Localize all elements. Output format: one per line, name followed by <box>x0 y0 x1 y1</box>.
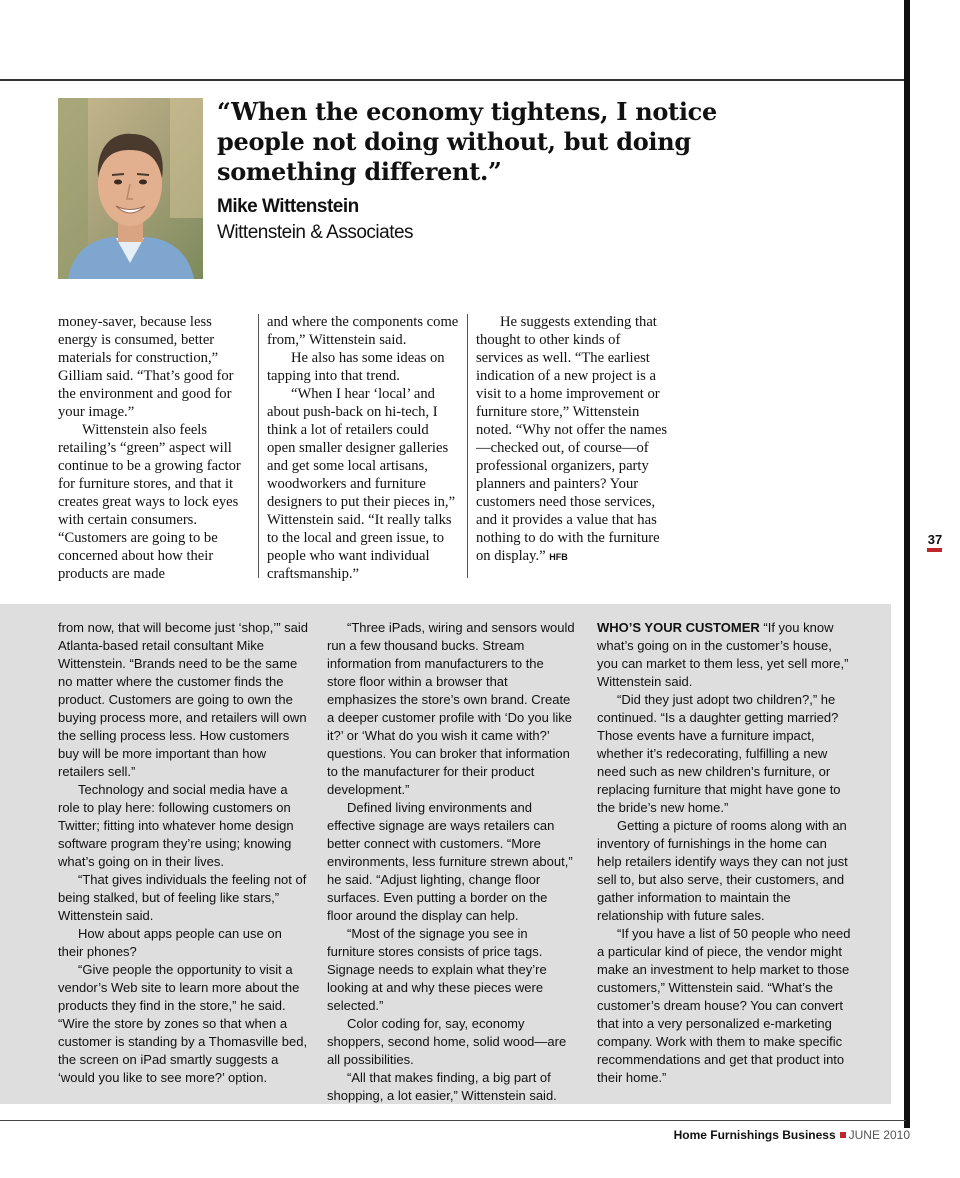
paragraph: from now, that will become just ‘shop,’” said Atlanta-based retail consultant Mike Wittenstein. “Brands need to be the same no matter where the customer finds the product. Customers are going to own the buying process more, and retailers will own the selling process less. How customers buy will be more important than how retailers sell.” <box>58 620 308 779</box>
pull-quote: “When the economy tightens, I notice people not doing without, but doing something different.” <box>217 97 717 186</box>
paragraph: Color coding for, say, economy shoppers, second home, solid wood—are all possibilities. <box>327 1016 567 1067</box>
column-divider <box>258 314 259 578</box>
paragraph: He also has some ideas on tapping into that trend. <box>267 350 445 384</box>
paragraph <box>476 313 668 566</box>
paragraph: “Three iPads, wiring and sensors would run a few thousand bucks. Stream information from manufacturers to the store floor within a browser that emphasizes the store’s own brand. Create a deeper customer profile with ‘Do you like it?’ or ‘What do you wish it came with?’ questions. You can broker that information to the manufacturer for their product development.” <box>327 620 575 797</box>
section-heading: WHO’S YOUR CUSTOMER <box>597 620 760 635</box>
publication-name: Home Furnishings Business <box>673 1128 836 1142</box>
paragraph: Defined living environments and effective signage are ways retailers can better connect with customers. “More environments, less furniture strewn about,” he said. “Adjust lighting, change floor surfaces. Even putting a border on the floor around the display can help. <box>327 800 573 923</box>
paragraph <box>597 619 851 691</box>
paragraph: “Most of the signage you see in furniture stores consists of price tags. Signage needs to explain what they’re looking at and why these pieces were selected.” <box>327 926 547 1013</box>
paragraph: “Did they just adopt two children?,” he continued. “Is a daughter getting married? Those events have a furniture impact, whether it’s redecorating, fulfilling a new need such as new children’s furniture, or replacing furniture that might have gone to the bride’s new home.” <box>597 692 841 815</box>
top-rule <box>0 79 906 81</box>
page-edge-bar <box>904 0 910 1128</box>
paragraph: and where the components come from,” Wittenstein said. <box>267 314 459 348</box>
paragraph: Wittenstein also feels retailing’s “green” aspect will continue to be a growing factor for furniture stores, and that it creates great ways to lock eyes with certain consumers. “Customers are going to be concerned about how their products are made <box>58 422 241 582</box>
paragraph: Getting a picture of rooms along with an inventory of furnishings in the home can help retailers identify ways they can not just sell to, but also serve, their customers, and gather information to maintain the relationship with future sales. <box>597 818 848 923</box>
paragraph: “All that makes finding, a big part of shopping, a lot easier,” Wittenstein said. <box>327 1070 557 1103</box>
lower-column-3 <box>597 619 851 1087</box>
sign-off-mark: HFB <box>549 552 568 562</box>
paragraph: “Give people the opportunity to visit a vendor’s Web site to learn more about the products they find in the store,” he said. “Wire the store by zones so that when a customer is standing by a Thomasville bed, the screen on iPad smartly suggests a ‘would you like to see more?’ option. <box>58 962 308 1085</box>
portrait-illustration <box>58 98 203 279</box>
upper-column-3 <box>476 313 668 566</box>
paragraph: “That gives individuals the feeling not of being stalked, but of feeling like stars,” Wittenstein said. <box>58 872 307 923</box>
page-number-accent <box>927 548 942 552</box>
lower-column-1 <box>58 619 308 1087</box>
upper-column-1 <box>58 313 248 583</box>
bottom-rule <box>0 1120 906 1121</box>
page-footer <box>674 1128 910 1142</box>
paragraph: money-saver, because less energy is consumed, better materials for construction,” Gilliam said. “That’s good for the environment and good for your image.” <box>58 314 234 420</box>
page-number: 37 <box>927 532 943 547</box>
paragraph: “If you have a list of 50 people who need a particular kind of piece, the vendor might make an investment to help market to those customers,” Wittenstein said. “What’s the customer’s dream house? You can convert that into a very personalized e-marketing company. Work with them to make specific recommendations and get that product into their home.” <box>597 926 851 1085</box>
paragraph: Technology and social media have a role to play here: following customers on Twitter; fitting into whatever home design software program they’re using; knowing what’s going on in their lives. <box>58 782 294 869</box>
paragraph: “When I hear ‘local’ and about push-back on hi-tech, I think a lot of retailers could open smaller designer galleries and get some local artisans, woodworkers and furniture designers to put their pieces in,” Wittenstein said. “It really talks to the local and green issue, to people who want individual craftsmanship.” <box>267 386 456 582</box>
quote-author-company: Wittenstein & Associates <box>217 222 414 243</box>
paragraph: How about apps people can use on their phones? <box>58 926 282 959</box>
paragraph-text: “If you know what’s going on in the customer’s house, you can market to them less, yet sell more,” Wittenstein said. <box>597 620 849 689</box>
portrait-photo <box>58 98 203 279</box>
paragraph-text: He suggests extending that thought to other kinds of services as well. “The earliest indication of a new project is a visit to a home improvement or furniture store,” Wittenstein noted. “Why not offer the names—checked out, of course—of professional organizers, party planners and painters? Your customers need those services, and it provides a value that has nothing to do with the furniture on display.” <box>476 314 668 564</box>
upper-column-2 <box>267 313 459 583</box>
footer-square-icon <box>840 1132 846 1138</box>
quote-author-name: Mike Wittenstein <box>217 196 359 217</box>
lower-column-2 <box>327 619 575 1105</box>
column-divider <box>467 314 468 578</box>
issue-date: JUNE 2010 <box>848 1128 910 1142</box>
